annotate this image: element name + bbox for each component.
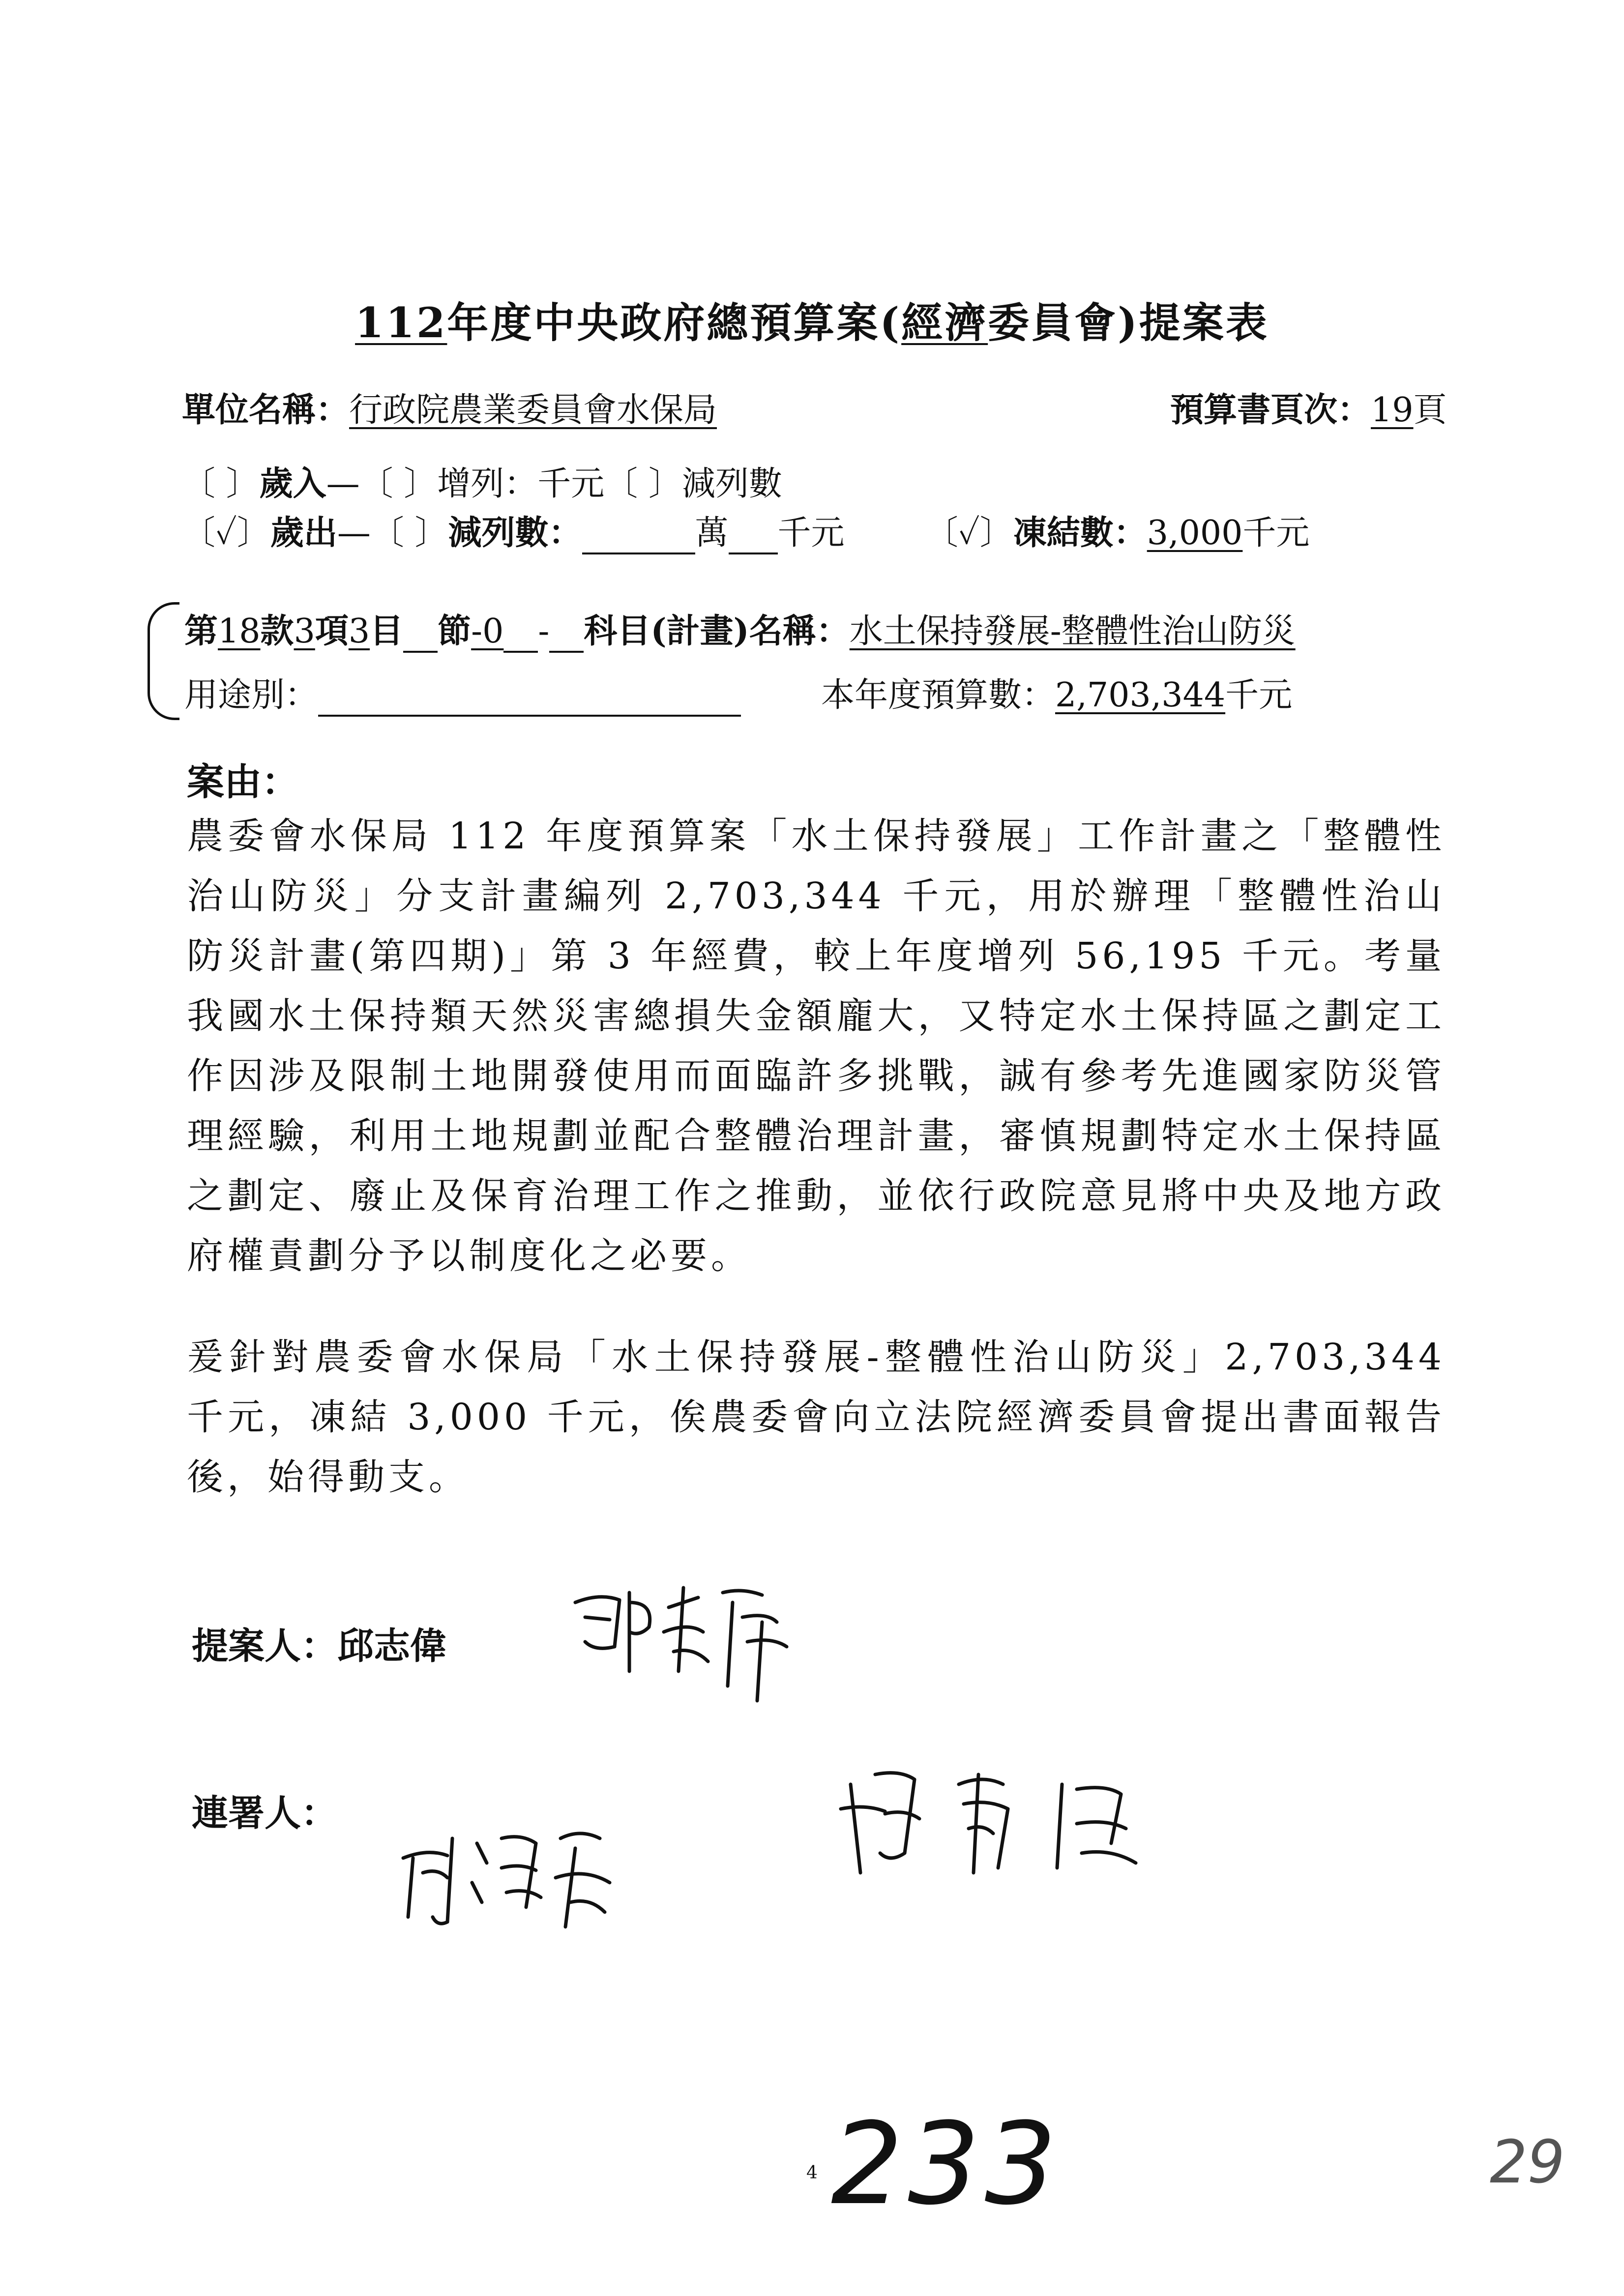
expense-label: 歲出	[270, 513, 337, 552]
qian-blank	[729, 514, 778, 554]
current-budget-unit: 千元	[1225, 676, 1293, 715]
freeze-label: 凍結數：	[1013, 513, 1147, 552]
title-middle: 年度中央政府總預算案(	[447, 298, 902, 347]
subject-label: 科目(計畫)名稱：	[584, 611, 850, 651]
page-ref-value: 19	[1371, 391, 1414, 430]
unit-row	[182, 383, 717, 431]
reason-label: 案由：	[187, 760, 299, 804]
item-jie: 節	[438, 611, 472, 651]
use-blank	[318, 676, 741, 717]
revenue-checkbox: 〔 〕	[182, 465, 260, 503]
cosigner-signature-1	[388, 1809, 624, 1937]
revenue-line	[182, 457, 782, 505]
page-ref	[1170, 383, 1447, 431]
page-title	[0, 290, 1624, 349]
use-label: 用途別：	[184, 676, 319, 715]
corner-mark: 29	[1490, 2128, 1565, 2197]
page-ref-label: 預算書頁次：	[1170, 390, 1371, 430]
expense-decrease-label: 減列數：	[448, 513, 582, 552]
proposer-signature	[556, 1573, 811, 1711]
item-dash: -	[538, 612, 550, 651]
budget-item-row	[184, 605, 1296, 653]
title-committee: 經濟	[901, 298, 988, 347]
proposer-name: 邱志偉	[337, 1625, 446, 1667]
title-end: 委員會)提案表	[988, 298, 1269, 347]
increase-label: 增列：千元	[437, 465, 605, 503]
revenue-dash: —	[326, 465, 360, 503]
cosigner-label: 連署人：	[192, 1792, 337, 1834]
item-mu: 目	[370, 611, 404, 651]
increase-checkbox: 〔 〕	[359, 465, 438, 503]
title-year: 112	[355, 298, 447, 347]
expense-dash: —	[337, 514, 371, 552]
unit-value: 行政院農業委員會水保局	[349, 391, 717, 430]
item-di: 第	[184, 611, 218, 651]
decrease-label: 減列數	[681, 465, 782, 503]
item-kuan-no: 18	[218, 612, 261, 651]
reason-paragraph-2: 爰針對農委會水保局「水土保持發展-整體性治山防災」2,703,344 千元，凍結 3,000 千元，俟農委會向立法院經濟委員會提出書面報告後，始得動支。	[187, 1336, 1446, 1498]
freeze-value: 3,000	[1147, 514, 1243, 552]
page-ref-suffix: 頁	[1413, 391, 1447, 430]
item-jie-blank	[403, 612, 438, 653]
item-kuan: 款	[260, 611, 294, 651]
unit-label: 單位名稱：	[182, 390, 350, 430]
item-brace	[148, 602, 179, 720]
cosigner-signature-2	[831, 1755, 1155, 1892]
freeze-unit: 千元	[1242, 514, 1310, 552]
wan-unit: 萬	[695, 514, 729, 552]
item-xiang: 項	[315, 611, 349, 651]
item-jie-value: -0	[471, 612, 504, 651]
item-mu-no: 3	[348, 612, 370, 651]
decrease-checkbox: 〔 〕	[604, 465, 682, 503]
qian-unit: 千元	[777, 514, 845, 552]
current-budget-row	[821, 668, 1292, 716]
handwritten-page-number: 233	[831, 2099, 1062, 2230]
wan-blank	[582, 514, 695, 554]
reason-paragraph-1: 農委會水保局 112 年度預算案「水土保持發展」工作計畫之「整體性治山防災」分支計畫編列 2,703,344 千元，用於辦理「整體性治山防災計畫(第四期)」第 3 年經費，較上年度增列 56,195 千元。考量我國水土保持類天然災害總損失金額龐大，又特定水土保持區之劃定工作因涉及限制土地開發使用而面臨許多挑戰，誠有參考先進國家防災管理經驗，利用土地規劃並配合整體治理計畫，審慎規劃特定水土保持區之劃定、廢止及保育治理工作之推動，並依行政院意見將中央及地方政府權責劃分予以制度化之必要。	[187, 815, 1446, 1277]
proposer-label: 提案人：	[192, 1625, 337, 1667]
current-budget-label: 本年度預算數：	[821, 676, 1056, 715]
item-xiang-no: 3	[294, 612, 315, 651]
proposer-row	[192, 1617, 446, 1669]
expense-line	[182, 506, 1309, 554]
use-row	[184, 668, 741, 717]
revenue-label: 歲入	[259, 464, 326, 503]
current-budget-value: 2,703,344	[1055, 676, 1226, 715]
item-jie-tail	[503, 612, 538, 653]
expense-checkbox: 〔✓〕	[182, 514, 270, 552]
printed-page-number: 4	[806, 2163, 818, 2183]
item-subject-blank	[549, 612, 584, 653]
subject-value: 水土保持發展-整體性治山防災	[849, 612, 1296, 651]
expense-decrease-checkbox: 〔 〕	[370, 514, 448, 552]
freeze-checkbox: 〔✓〕	[924, 514, 1013, 552]
